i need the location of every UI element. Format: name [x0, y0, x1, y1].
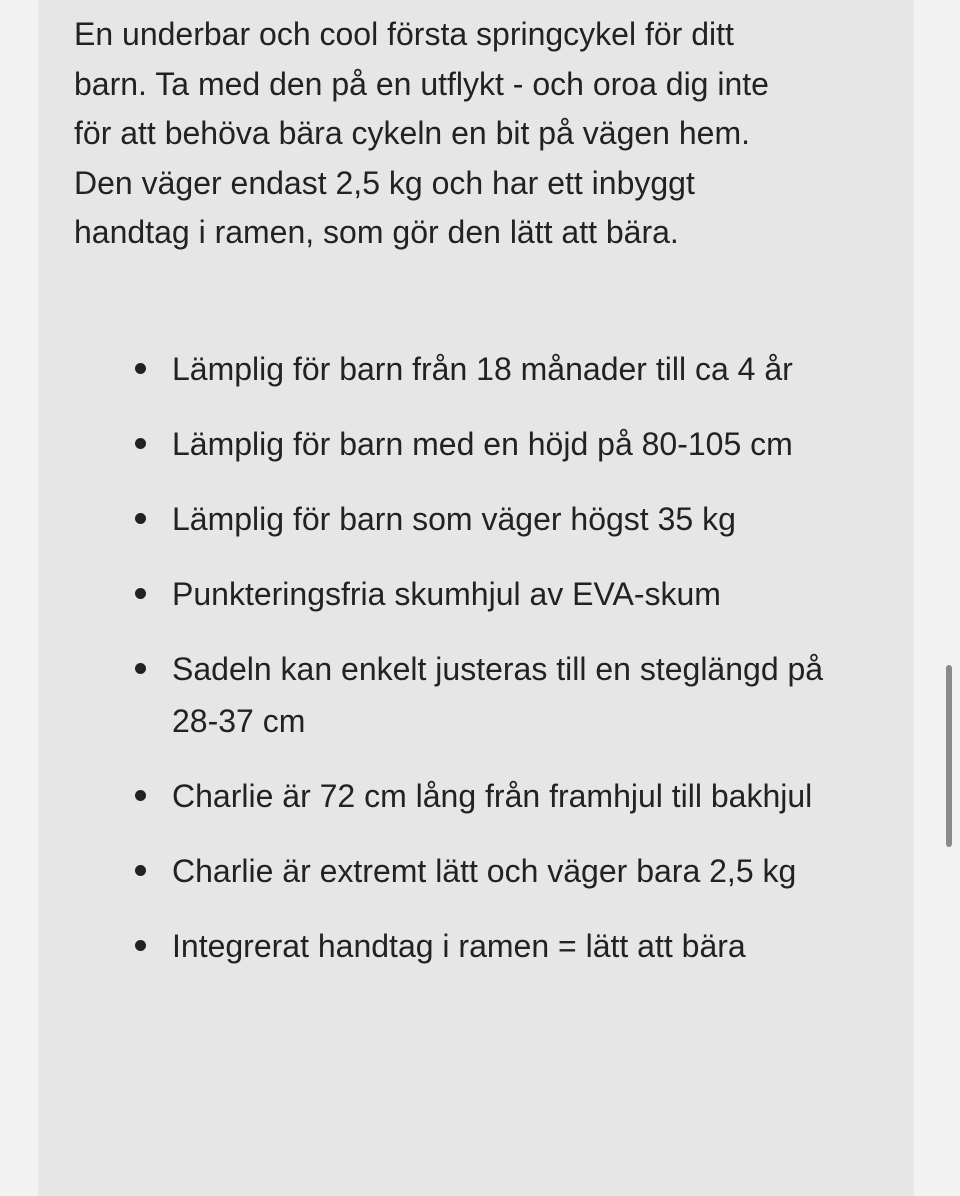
feature-text: Lämplig för barn från 18 månader till ca 4 år — [172, 351, 793, 387]
list-item — [172, 493, 852, 545]
list-item — [172, 920, 852, 972]
feature-text: Lämplig för barn med en höjd på 80-105 cm — [172, 426, 793, 462]
bullet-icon — [135, 663, 146, 674]
feature-text: Integrerat handtag i ramen = lätt att bära — [172, 928, 746, 964]
list-item — [172, 343, 852, 395]
feature-text: Sadeln kan enkelt justeras till en steglängd på 28-37 cm — [172, 651, 824, 739]
feature-text: Punkteringsfria skumhjul av EVA-skum — [172, 576, 721, 612]
bullet-icon — [135, 940, 146, 951]
list-item — [172, 643, 852, 747]
scrollbar[interactable] — [942, 0, 954, 1196]
bullet-icon — [135, 438, 146, 449]
bullet-icon — [135, 865, 146, 876]
bullet-icon — [135, 513, 146, 524]
list-item — [172, 568, 852, 620]
list-item — [172, 845, 852, 897]
feature-text: Lämplig för barn som väger högst 35 kg — [172, 501, 736, 537]
list-item — [172, 418, 852, 470]
bullet-icon — [135, 363, 146, 374]
feature-list — [172, 343, 852, 995]
scrollbar-thumb[interactable] — [946, 665, 952, 847]
list-item — [172, 770, 852, 822]
bullet-icon — [135, 588, 146, 599]
bullet-icon — [135, 790, 146, 801]
feature-text: Charlie är 72 cm lång från framhjul till bakhjul — [172, 778, 813, 814]
feature-text: Charlie är extremt lätt och väger bara 2,5 kg — [172, 853, 797, 889]
product-intro-text: En underbar och cool första springcykel för ditt barn. Ta med den på en utflykt - och oroa dig inte för att behöva bära cykeln en bit på vägen hem. Den väger endast 2,5 kg och har ett inbyggt handtag i ramen, som gör den lätt att bära. — [74, 16, 769, 250]
